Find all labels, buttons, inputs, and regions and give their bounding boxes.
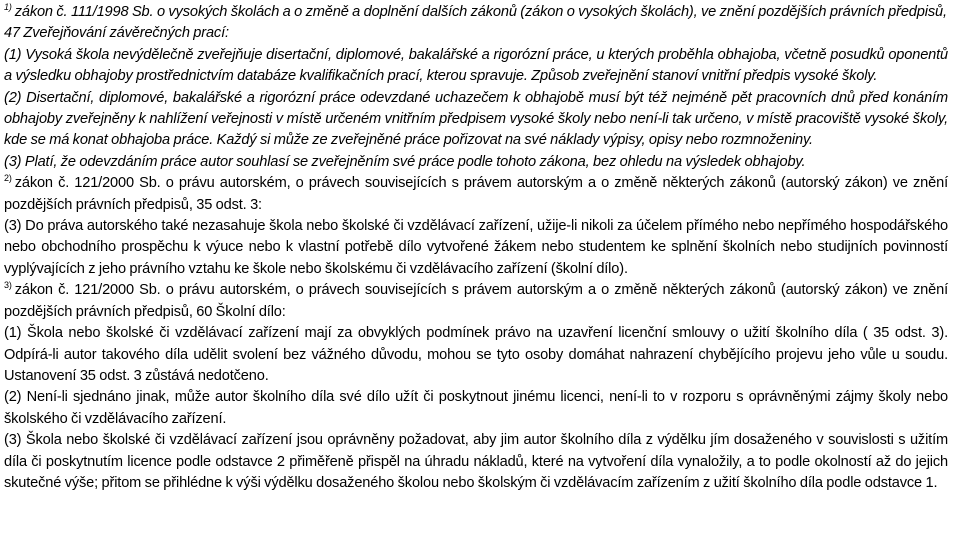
footnote-1-paragraph-2: (2) Disertační, diplomové, bakalářské a rigorózní práce odevzdané uchazečem k obhajobě musí být též nejméně pět pracovních dnů před konáním obhajoby zveřejněny k nahlížení veřejnosti v místě určeném vnitřním předpisem vysoké školy nebo není-li tak určeno, v místě pracoviště vysoké školy, kde se má konat obhajoba práce. Každý si může ze zveřejněné práce pořizovat na své náklady výpisy, opisy nebo rozmnoženiny. <box>4 89 948 149</box>
footnote-3 <box>4 280 948 494</box>
footnote-3-title: o právu autorském, o právech souvisejících s právem autorským a o změně některých zákonů (autorský zákon) ve znění pozdějších právních předpisů, 60 Školní dílo: <box>4 282 948 320</box>
footnote-1-law: zákon č. 111/1998 Sb. <box>14 4 154 20</box>
footnote-3-number: 3) <box>4 280 12 291</box>
footnote-1-title: o vysokých školách a o změně a doplnění dalších zákonů (zákon o vysokých školách), ve znění pozdějších právních předpisů, 47 Zveřejňování závěrečných prací: <box>4 4 947 42</box>
footnote-3-paragraph-1: (1) Škola nebo školské či vzdělávací zařízení mají za obvyklých podmínek právo na uzavření licenční smlouvy o užití školního díla ( 35 odst. 3). Odpírá-li autor takového díla udělit svolení bez vážného důvodu, mohou se tyto osoby domáhat nahrazení chybějícího projevu jeho vůle u soudu. Ustanovení 35 odst. 3 zůstává nedotčeno. <box>4 325 948 384</box>
footnote-2-number: 2) <box>4 173 12 184</box>
footnote-2 <box>4 173 948 280</box>
footnote-1-paragraph-3: (3) Platí, že odevzdáním práce autor souhlasí se zveřejněním své práce podle tohoto zákona, bez ohledu na výsledek obhajoby. <box>4 153 806 170</box>
footnote-1-heading <box>4 2 948 45</box>
footnote-2-paragraph-1: (3) Do práva autorského také nezasahuje škola nebo školské či vzdělávací zařízení, užije-li nikoli za účelem přímého nebo nepřímého hospodářského nebo obchodního prospěchu k výuce nebo k vlastní potřebě dílo vytvořené žákem nebo studentem ke splnění školních nebo studijních povinností vyplývajících z jeho právního vztahu ke škole nebo školskému či vzdělávacího zařízení (školní dílo). <box>4 218 948 277</box>
footnote-1-number: 1) <box>4 2 12 12</box>
footnote-3-paragraph-3: (3) Škola nebo školské či vzdělávací zařízení jsou oprávněny požadovat, aby jim autor školního díla z výdělku jím dosaženého v souvislosti s užitím díla či poskytnutím licence podle odstavce 2 přiměřeně přispěl na úhradu nákladů, které na vytvoření díla vynaložily, a to podle okolností až do jejich skutečné výše; přitom se přihlédne k výši výdělku dosaženého školou nebo školským či vzdělávacím zařízením z užití školního díla podle odstavce 1. <box>4 432 948 491</box>
footnote-1 <box>4 2 948 173</box>
footnote-3-law: zákon č. 121/2000 Sb. <box>14 282 161 299</box>
footnote-3-heading <box>4 280 948 323</box>
footnote-3-paragraph-2: (2) Není-li sjednáno jinak, může autor školního díla své dílo užít či poskytnout jinému licenci, není-li to v rozporu s oprávněnými zájmy školy nebo školského či vzdělávacího zařízení. <box>4 389 948 427</box>
footnote-1-paragraph-1: (1) Vysoká škola nevýdělečně zveřejňuje disertační, diplomové, bakalářské a rigorózní práce, u kterých proběhla obhajoba, včetně posudků oponentů a výsledku obhajoby prostřednictvím databáze kvalifikačních prací, kterou spravuje. Způsob zveřejnění stanoví vnitřní předpis vysoké školy. <box>4 46 948 85</box>
footnote-2-law: zákon č. 121/2000 Sb. <box>14 175 161 192</box>
footnote-2-title: o právu autorském, o právech souvisejících s právem autorským a o změně některých zákonů (autorský zákon) ve znění pozdějších právních předpisů, 35 odst. 3: <box>4 175 948 213</box>
footnote-2-heading <box>4 173 948 216</box>
